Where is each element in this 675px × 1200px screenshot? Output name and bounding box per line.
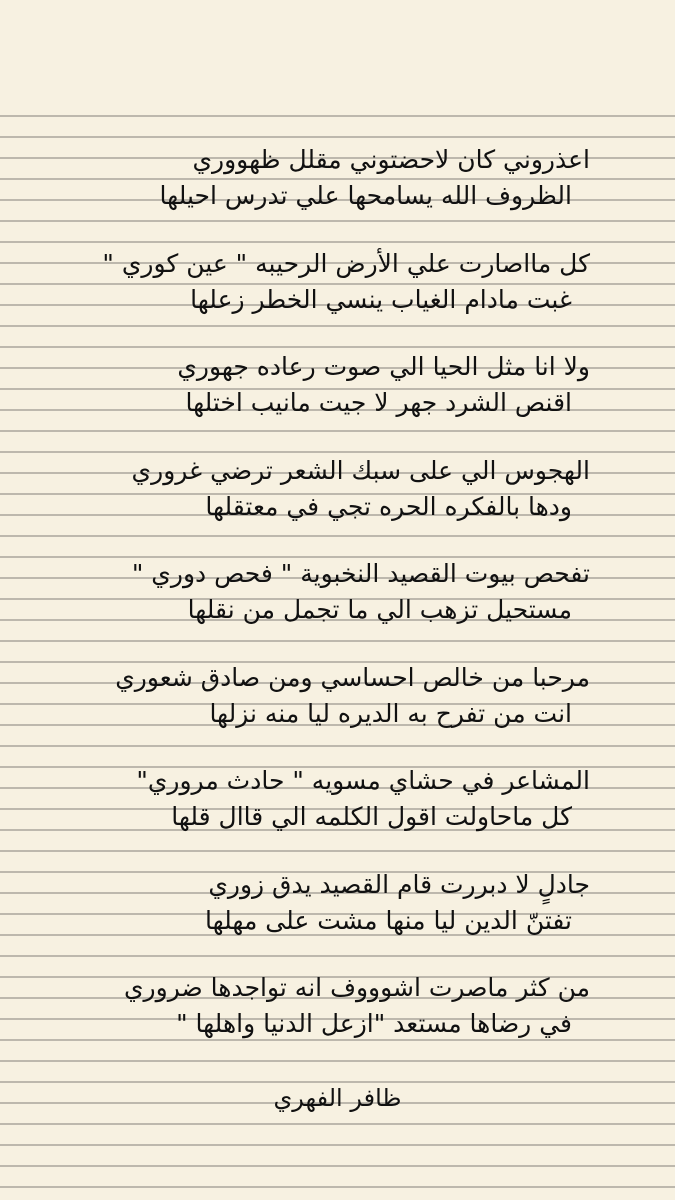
poet-signature: ظافر الفهري — [273, 1084, 402, 1112]
stanza-7 — [90, 763, 590, 867]
poem-line: تفحص بيوت القصيد النخبوية " فحص دوري " — [131, 559, 590, 588]
stanza-2 — [90, 246, 590, 350]
stanza-4 — [90, 453, 590, 557]
poem-line: مستحيل تزهب الي ما تجمل من نقلها — [187, 595, 572, 624]
stanza-6 — [90, 660, 590, 764]
stanza-5 — [90, 556, 590, 660]
poem-line: ودها بالفكره الحره تجي في معتقلها — [205, 491, 572, 521]
stanza-8 — [90, 867, 590, 971]
poem-line: من كثر ماصرت اشوووف انه تواجدها ضروري — [123, 973, 590, 1002]
poem-line: في رضاها مستعد "ازعل الدنيا واهلها " — [176, 1009, 572, 1038]
poem — [90, 142, 590, 1074]
poem-line: اعذروني كان لاحضتوني مقلل ظهووري — [192, 145, 590, 174]
poem-line: تفتنّ الدين ليا منها مشت على مهلها — [205, 905, 572, 935]
poem-line: ولا انا مثل الحيا الي صوت رعاده جهوري — [177, 352, 590, 381]
poem-line: انت من تفرح به الديره ليا منه نزلها — [209, 698, 572, 728]
poem-line: كل ماحاولت اقول الكلمه الي قاال قلها — [171, 802, 572, 831]
stanza-3 — [90, 349, 590, 453]
poem-line: اقنص الشرد جهر لا جيت مانيب اختلها — [185, 388, 572, 417]
poem-line: المشاعر في حشاي مسويه " حادث مروري" — [136, 766, 590, 795]
stanza-9 — [90, 970, 590, 1074]
poem-line: كل مااصارت علي الأرض الرحيبه " عين كوري " — [102, 248, 590, 278]
poem-line: غبت مادام الغياب ينسي الخطر زعلها — [190, 284, 572, 314]
poem-line: مرحبا من خالص احساسي ومن صادق شعوري — [115, 662, 590, 692]
poem-line: الظروف الله يسامحها علي تدرس احيلها — [159, 181, 572, 210]
poem-line: الهجوس الي على سبك الشعر ترضي غروري — [131, 455, 590, 485]
stanza-1 — [90, 142, 590, 246]
poem-line: جادلٍ لا دبررت قام القصيد يدق زوري — [208, 869, 590, 899]
